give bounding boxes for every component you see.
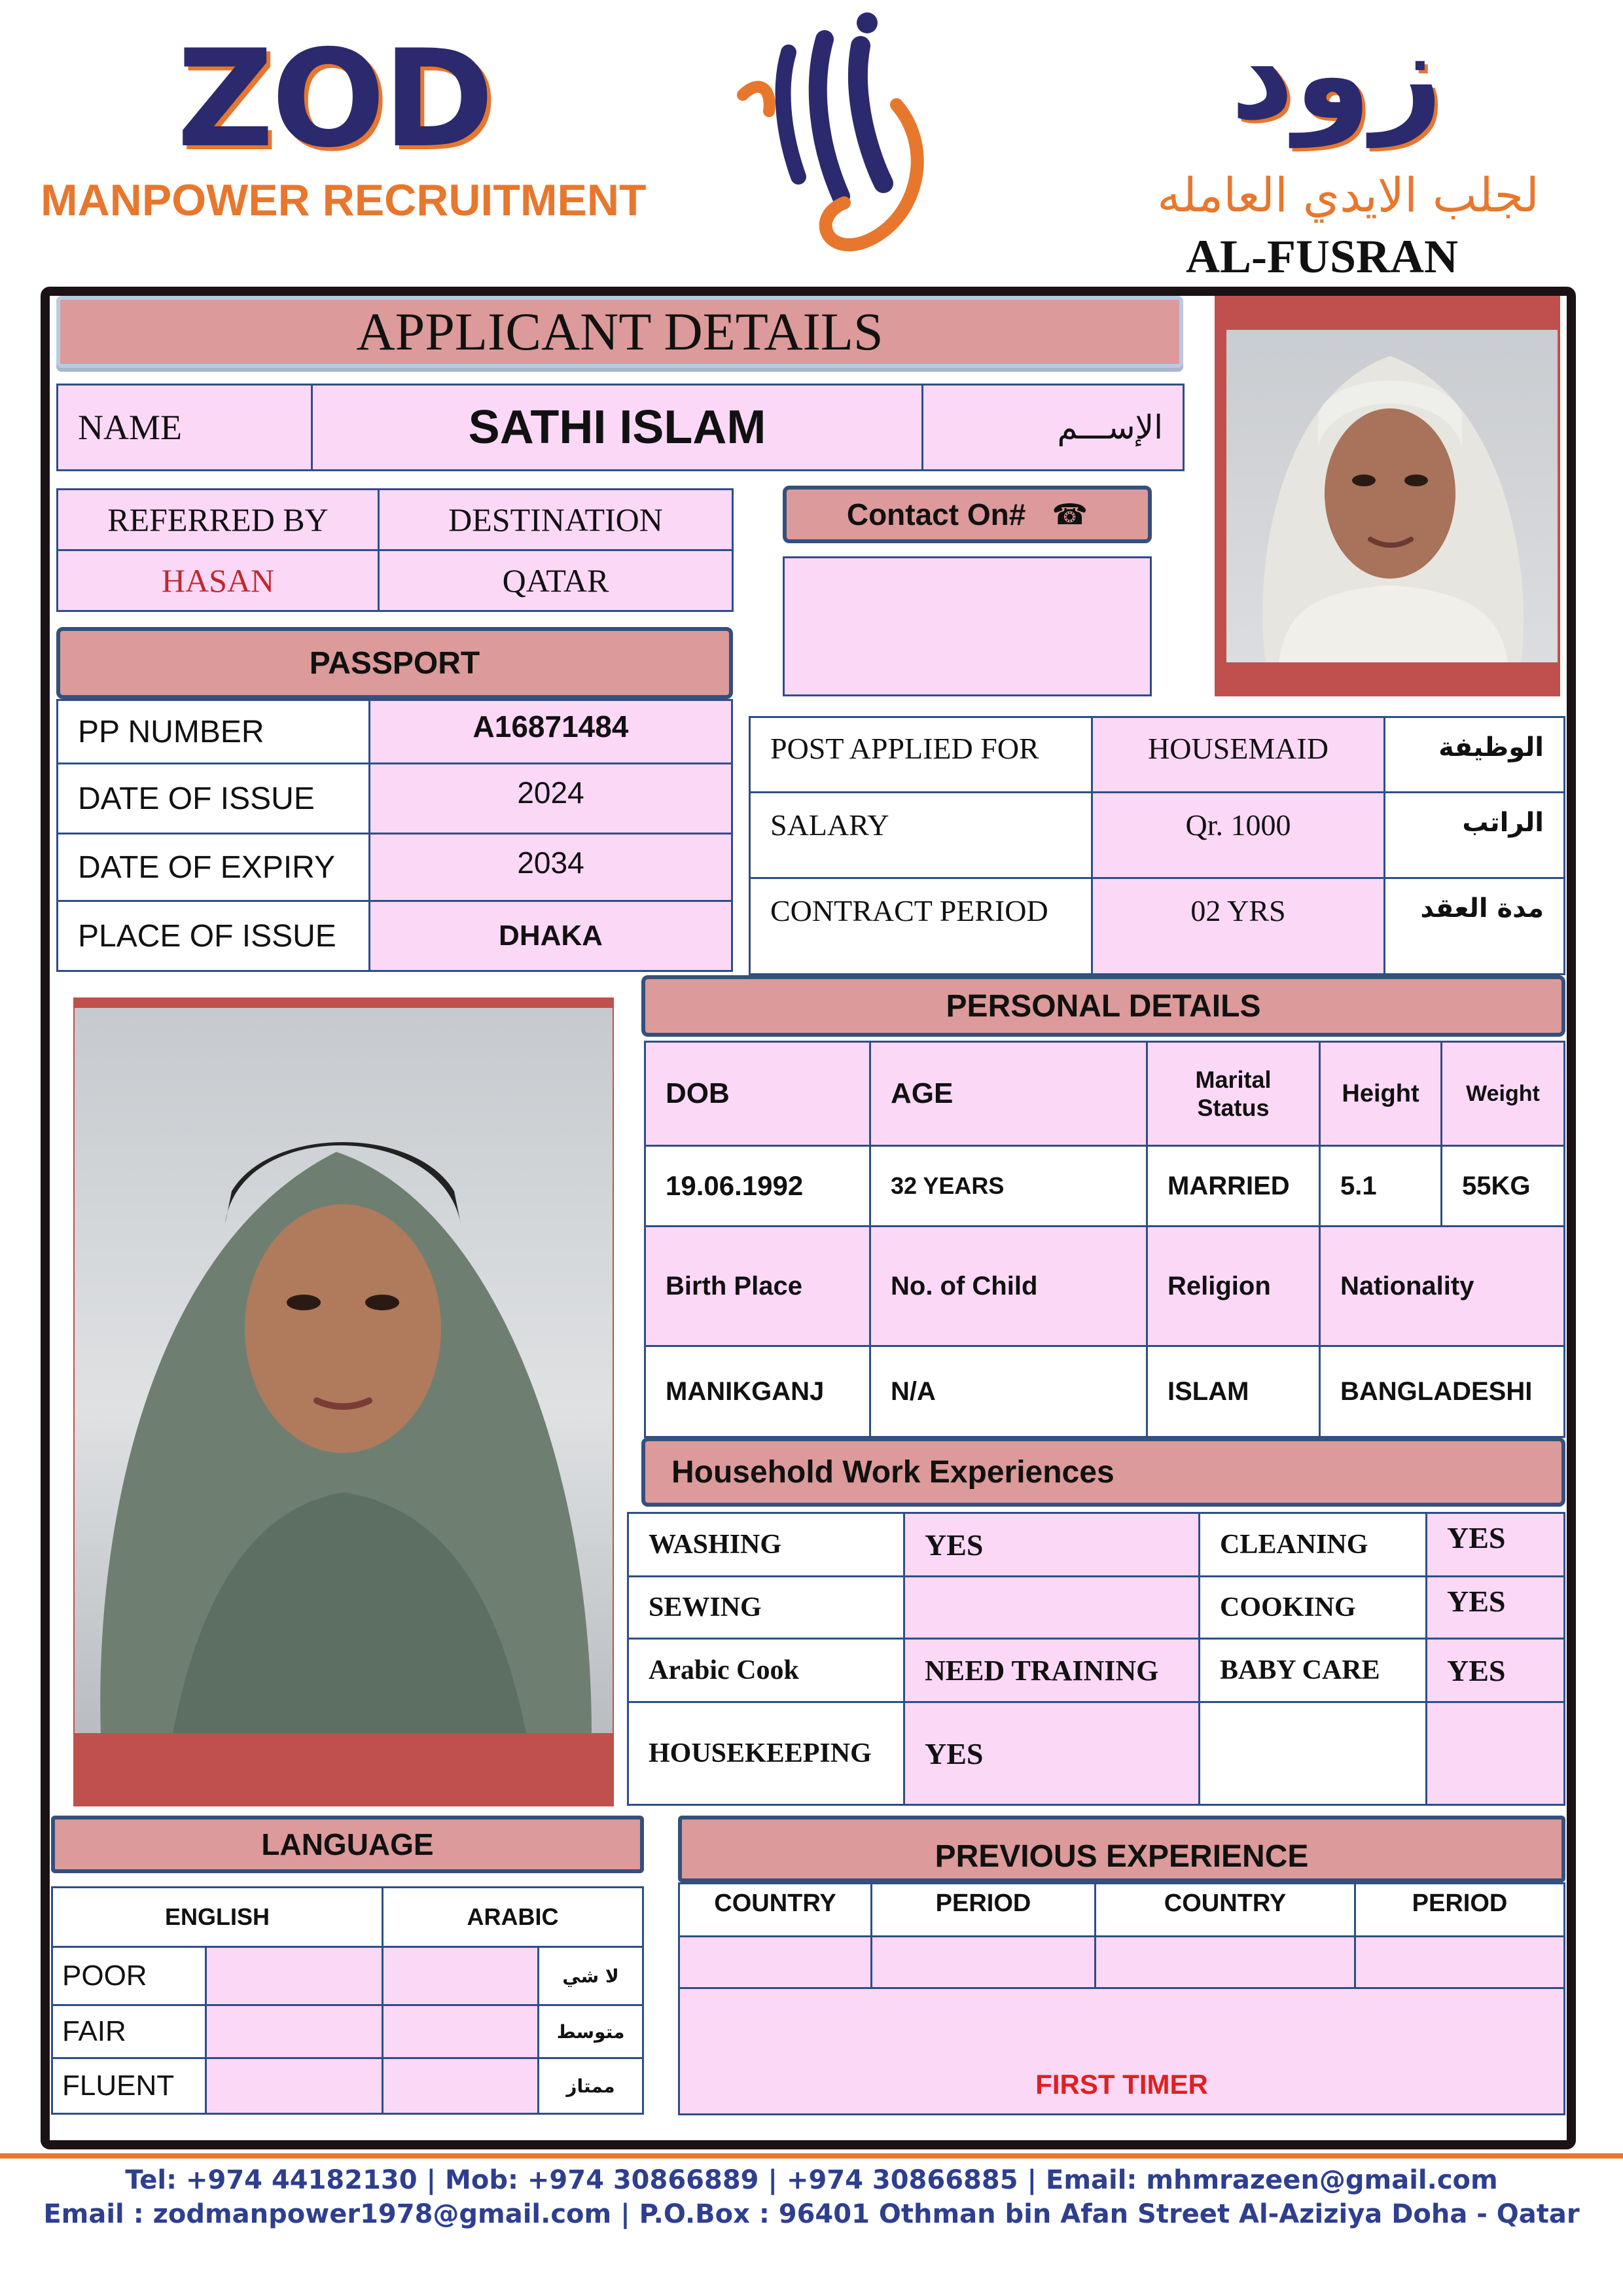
- personal-header-cell: [1146, 1225, 1321, 1347]
- name-label-arabic-text: الإســـم: [1057, 408, 1163, 446]
- baby-care-label: BABY CARE: [1220, 1655, 1380, 1685]
- post-applied-label: POST APPLIED FOR: [770, 732, 1039, 765]
- weight-value: 55KG: [1462, 1171, 1531, 1200]
- post-applied-value: HOUSEMAID: [1148, 732, 1329, 765]
- language-level-label: [51, 2004, 207, 2059]
- job-value: [1091, 877, 1385, 975]
- previous-column-header: [678, 1882, 872, 1937]
- household-label: [627, 1638, 905, 1703]
- language-level-label: [51, 2057, 207, 2115]
- applicant-details-title: [56, 296, 1183, 368]
- language-level-label-arabic: [537, 2004, 644, 2059]
- previous-column-header: [1094, 1882, 1356, 1937]
- arabic-cook-label: Arabic Cook: [649, 1655, 799, 1685]
- previous-notes-area: [678, 1987, 1565, 2115]
- previous-row-cell: [870, 1935, 1096, 1989]
- passport-row-value: [368, 699, 733, 764]
- salary-value: Qr. 1000: [1185, 808, 1291, 842]
- household-value: [903, 1701, 1200, 1806]
- personal-value-cell: [644, 1345, 871, 1438]
- english-column: ENGLISH: [164, 1903, 270, 1930]
- household-label: [627, 1512, 905, 1577]
- language-level-label-arabic: [537, 1946, 644, 2006]
- marital-status-header: Marital Status: [1195, 1066, 1272, 1121]
- portrait-photo: [1226, 330, 1558, 662]
- partner-name: AL-FUSRAN: [1185, 230, 1458, 283]
- housekeeping-label: HOUSEKEEPING: [649, 1738, 872, 1768]
- household-value: [1425, 1575, 1565, 1640]
- passport-row-value: [368, 900, 733, 972]
- contact-header: [783, 486, 1152, 543]
- arabic-cook-value: NEED TRAINING: [925, 1654, 1159, 1687]
- salary-label: SALARY: [770, 808, 889, 842]
- household-header: [641, 1437, 1565, 1507]
- personal-header-cell: [644, 1225, 871, 1347]
- household-value: [903, 1512, 1200, 1577]
- date-of-issue-label: DATE OF ISSUE: [78, 781, 315, 816]
- footer-divider: [0, 2153, 1623, 2159]
- poor-label-ar: لا شي: [562, 1965, 619, 1987]
- age-value: 32 YEARS: [891, 1172, 1005, 1199]
- previous-experience-title: PREVIOUS EXPERIENCE: [935, 1839, 1309, 1874]
- referred-by-value-text: HASAN: [161, 562, 275, 599]
- household-value: [1425, 1701, 1565, 1806]
- birth-place-value: MANIKGANJ: [666, 1376, 825, 1406]
- household-value: [903, 1638, 1200, 1703]
- contact-value-box: [783, 556, 1152, 696]
- previous-column-header: [870, 1882, 1096, 1937]
- contract-period-value: 02 YRS: [1190, 894, 1286, 927]
- religion-value: ISLAM: [1168, 1376, 1249, 1406]
- personal-details-title: PERSONAL DETAILS: [946, 988, 1261, 1024]
- marital-status-value: MARRIED: [1168, 1171, 1290, 1200]
- household-value: [1425, 1512, 1565, 1577]
- arabic-level-cell[interactable]: [382, 1946, 539, 2006]
- passport-row-value: [368, 762, 733, 834]
- personal-value-cell: [869, 1345, 1148, 1438]
- language-level-label-arabic: [537, 2057, 644, 2115]
- household-label: [1198, 1512, 1427, 1577]
- baby-care-value: YES: [1447, 1653, 1506, 1687]
- children-header: No. of Child: [891, 1271, 1038, 1300]
- personal-value-cell: [1319, 1145, 1442, 1227]
- job-label-arabic: [1383, 716, 1565, 793]
- country-column-1: COUNTRY: [714, 1890, 836, 1917]
- english-level-cell[interactable]: [205, 2057, 383, 2115]
- job-label-arabic: [1383, 877, 1565, 975]
- personal-header-cell: [869, 1225, 1148, 1347]
- brand-arabic-name: زود: [1230, 3, 1443, 147]
- passport-header: [56, 627, 733, 699]
- washing-label: WASHING: [649, 1530, 782, 1560]
- dob-value: 19.06.1992: [666, 1170, 804, 1201]
- referred-by-label: [56, 488, 380, 551]
- cooking-label: COOKING: [1220, 1592, 1356, 1623]
- job-label: [749, 716, 1093, 793]
- personal-value-cell: [1146, 1345, 1321, 1438]
- salary-label-ar: الراتب: [1462, 808, 1544, 838]
- age-header: AGE: [891, 1077, 954, 1109]
- previous-experience-header: [678, 1816, 1565, 1882]
- contact-label: Contact On#: [846, 497, 1026, 531]
- applicant-details-title-text: APPLICANT DETAILS: [356, 302, 883, 361]
- destination-label: [378, 488, 734, 551]
- nationality-header: Nationality: [1340, 1271, 1474, 1300]
- previous-row-cell: [678, 1935, 872, 1989]
- brand-tagline: MANPOWER RECRUITMENT: [41, 175, 647, 225]
- company-logo: [720, 7, 942, 255]
- household-value: [1425, 1638, 1565, 1703]
- name-value-text: SATHI ISLAM: [468, 401, 766, 454]
- housekeeping-value: YES: [925, 1736, 984, 1770]
- nationality-value: BANGLADESHI: [1340, 1376, 1533, 1406]
- job-label-arabic: [1383, 791, 1565, 879]
- place-of-issue-label: PLACE OF ISSUE: [78, 918, 336, 954]
- passport-title: PASSPORT: [309, 645, 480, 681]
- personal-header-cell: [644, 1041, 871, 1147]
- personal-value-cell: [1146, 1145, 1321, 1227]
- contract-period-label-ar: مدة العقد: [1420, 893, 1544, 924]
- language-column-header: [382, 1886, 644, 1948]
- name-label-arabic: [921, 384, 1185, 471]
- english-level-cell[interactable]: [205, 2004, 383, 2059]
- period-column-2: PERIOD: [1412, 1890, 1508, 1917]
- job-value: [1091, 791, 1385, 879]
- personal-header-cell: [869, 1041, 1148, 1147]
- fluent-label-ar: ممتاز: [566, 2075, 615, 2097]
- previous-column-header: [1354, 1882, 1565, 1937]
- cooking-value: YES: [1447, 1585, 1506, 1618]
- personal-header-cell: [1319, 1225, 1565, 1347]
- destination-value: [378, 549, 734, 612]
- personal-header-cell: [1440, 1041, 1565, 1147]
- household-label: [627, 1575, 905, 1640]
- dob-header: DOB: [666, 1077, 730, 1109]
- personal-details-header: [641, 975, 1565, 1037]
- passport-row-value: [368, 833, 733, 902]
- date-of-expiry-value: 2034: [517, 846, 584, 880]
- english-level-cell[interactable]: [205, 1946, 383, 2006]
- pp-number-label: PP NUMBER: [78, 714, 264, 749]
- destination-label-text: DESTINATION: [448, 501, 663, 538]
- sewing-label: SEWING: [649, 1592, 762, 1623]
- personal-value-cell: [644, 1145, 871, 1227]
- language-column-header: [51, 1886, 383, 1948]
- arabic-level-cell[interactable]: [382, 2004, 539, 2059]
- previous-row-cell: [1354, 1935, 1565, 1989]
- footer-line-2: Email : zodmanpower1978@gmail.com | P.O.Box : 96401 Othman bin Afan Street Al-Aziziya Doha - Qatar: [43, 2199, 1580, 2229]
- household-title: Household Work Experiences: [671, 1454, 1115, 1490]
- referred-by-value: [56, 549, 380, 612]
- language-level-label: [51, 1946, 207, 2006]
- place-of-issue-value: DHAKA: [499, 920, 603, 952]
- footer-line-1: Tel: +974 44182130 | Mob: +974 30866889 | +974 30866885 | Email: mhmrazeen@gmail.com: [125, 2165, 1498, 2195]
- passport-row-label: [56, 833, 370, 902]
- birth-place-header: Birth Place: [666, 1271, 802, 1300]
- brand-arabic-tagline: لجلب الايدي العامله: [1157, 168, 1539, 223]
- fair-label: FAIR: [62, 2015, 126, 2047]
- height-value: 5.1: [1340, 1171, 1377, 1200]
- household-value: [903, 1575, 1200, 1640]
- period-column-1: PERIOD: [935, 1890, 1031, 1917]
- pp-number-value: A16871484: [473, 709, 629, 744]
- name-label-text: NAME: [78, 408, 182, 447]
- arabic-level-cell[interactable]: [382, 2057, 539, 2115]
- arabic-column: ARABIC: [467, 1903, 559, 1930]
- personal-value-cell: [1319, 1345, 1565, 1438]
- religion-header: Religion: [1168, 1271, 1271, 1300]
- language-title: LANGUAGE: [261, 1827, 434, 1861]
- brand-name: ZOD: [177, 22, 492, 177]
- personal-value-cell: [869, 1145, 1148, 1227]
- fair-label-ar: متوسط: [556, 2020, 625, 2043]
- personal-header-cell: [1146, 1041, 1321, 1147]
- height-header: Height: [1342, 1079, 1419, 1107]
- destination-value-text: QATAR: [502, 562, 609, 599]
- passport-row-label: [56, 699, 370, 764]
- previous-row-cell: [1094, 1935, 1356, 1989]
- household-label: [1198, 1575, 1427, 1640]
- job-label: [749, 791, 1093, 879]
- contract-period-label: CONTRACT PERIOD: [770, 894, 1048, 927]
- washing-value: YES: [925, 1528, 984, 1562]
- name-value: [311, 384, 923, 471]
- full-photo: [75, 1008, 613, 1733]
- name-label: [56, 384, 313, 471]
- job-label: [749, 877, 1093, 975]
- household-label: [1198, 1701, 1427, 1806]
- country-column-2: COUNTRY: [1164, 1890, 1287, 1917]
- language-header: [51, 1816, 644, 1873]
- post-applied-label-ar: الوظيفة: [1438, 732, 1544, 762]
- phone-icon: ☎: [1052, 497, 1088, 531]
- passport-row-label: [56, 900, 370, 972]
- cleaning-value: YES: [1447, 1521, 1506, 1554]
- fluent-label: FLUENT: [62, 2070, 175, 2102]
- children-value: N/A: [891, 1376, 936, 1406]
- weight-header: Weight: [1466, 1081, 1540, 1106]
- passport-row-label: [56, 762, 370, 834]
- first-timer-note: FIRST TIMER: [1035, 2069, 1208, 2100]
- household-label: [627, 1701, 905, 1806]
- poor-label: POOR: [62, 1960, 147, 1992]
- personal-header-cell: [1319, 1041, 1442, 1147]
- referred-by-label-text: REFERRED BY: [107, 501, 329, 538]
- date-of-issue-value: 2024: [517, 776, 584, 810]
- personal-value-cell: [1440, 1145, 1565, 1227]
- household-label: [1198, 1638, 1427, 1703]
- date-of-expiry-label: DATE OF EXPIRY: [78, 850, 335, 885]
- cleaning-label: CLEANING: [1220, 1530, 1368, 1560]
- job-value: [1091, 716, 1385, 793]
